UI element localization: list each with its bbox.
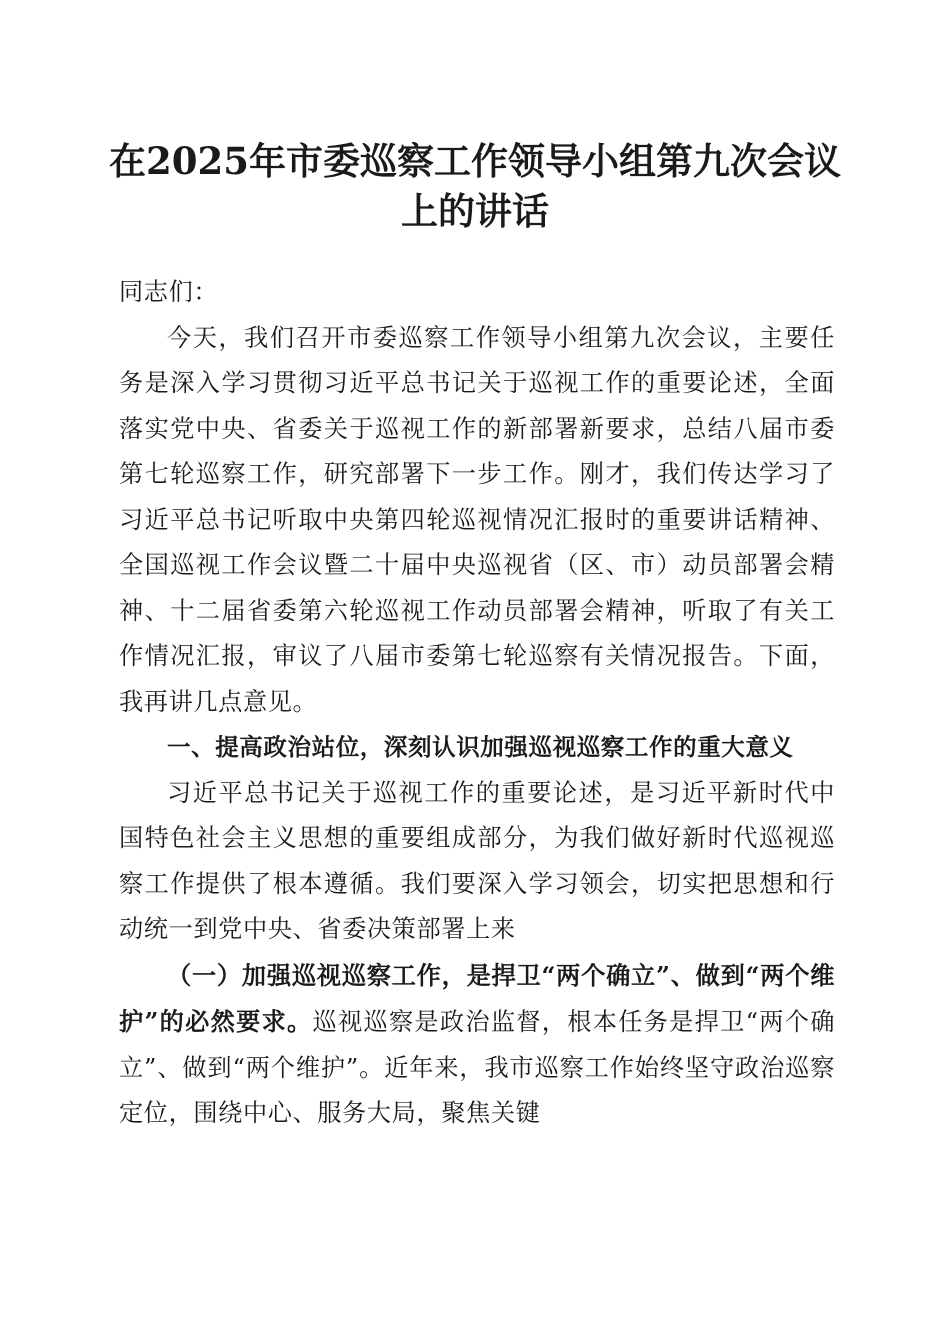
subsection-1-heading: （一）加强巡视巡察工作，是捍卫“两个确立”、做到“两个维护”的必然要求。 [119, 960, 835, 1036]
subsection-1-text: 巡视巡察是政治监督，根本任务是捍卫“两个确立”、做到“两个维护”。近年来，我市巡察工作始终坚守政治巡察定位，围绕中心、服务大局，聚焦关键 [119, 1008, 835, 1127]
subsection-1-paragraph [119, 953, 835, 1137]
section-1-paragraph: 习近平总书记关于巡视工作的重要论述，是习近平新时代中国特色社会主义思想的重要组成部分，为我们做好新时代巡视巡察工作提供了根本遵循。我们要深入学习领会，切实把思想和行动统一到党中央、省委决策部署上来 [119, 778, 835, 943]
intro-paragraph: 今天，我们召开市委巡察工作领导小组第九次会议，主要任务是深入学习贯彻习近平总书记关于巡视工作的重要论述，全面落实党中央、省委关于巡视工作的新部署新要求，总结八届市委第七轮巡察工作，研究部署下一步工作。刚才，我们传达学习了习近平总书记听取中央第四轮巡视情况汇报时的重要讲话精神、全国巡视工作会议暨二十届中央巡视省（区、市）动员部署会精神、十二届省委第六轮巡视工作动员部署会精神，听取了有关工作情况汇报，审议了八届市委第七轮巡察有关情况报告。下面，我再讲几点意见。 [119, 323, 835, 716]
document-title [100, 136, 850, 236]
title-line-2: 上的讲话 [401, 189, 549, 233]
document-body [119, 270, 835, 1137]
title-line-1: 在2025年市委巡察工作领导小组第九次会议 [109, 139, 841, 183]
section-heading-1: 一、提高政治站位，深刻认识加强巡视巡察工作的重大意义 [167, 733, 794, 761]
salutation: 同志们： [119, 278, 219, 306]
